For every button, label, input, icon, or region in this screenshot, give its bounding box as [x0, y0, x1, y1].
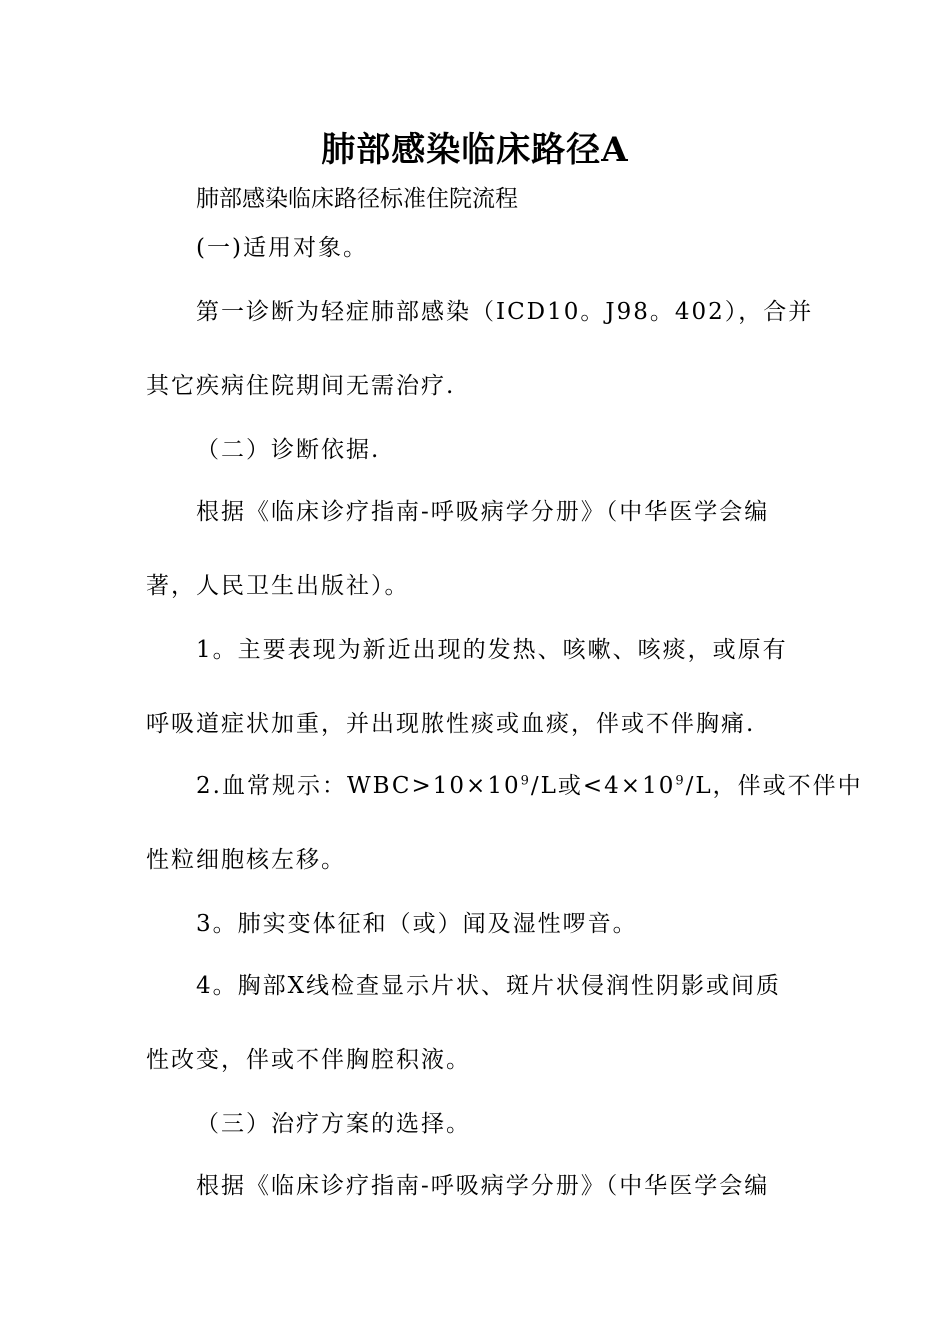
list-item-2-line: 性粒细胞核左移。	[146, 847, 346, 873]
paragraph-line: 著，人民卫生出版社）。	[146, 573, 410, 599]
list-item-1-line: 呼吸道症状加重，并出现脓性痰或血痰，伴或不伴胸痛.	[146, 711, 756, 737]
paragraph-line: 其它疾病住院期间无需治疗.	[146, 373, 456, 399]
list-item-1-line: 1。主要表现为新近出现的发热、咳嗽、咳痰，或原有	[196, 637, 788, 663]
list-item-2-line	[196, 768, 863, 804]
item2-text-a: 2.血常规示：WBC>10×10	[196, 773, 521, 799]
paragraph-line: 根据《临床诊疗指南-呼吸病学分册》（中华医学会编	[196, 499, 770, 525]
list-item-3: 3。肺实变体征和（或）闻及湿性啰音。	[196, 911, 638, 937]
superscript: 9	[520, 773, 531, 789]
document-subtitle: 肺部感染临床路径标准住院流程	[196, 186, 518, 212]
paragraph-line: 第一诊断为轻症肺部感染（ICD10。J98。402），合并	[196, 299, 814, 325]
section-heading-2: （二）诊断依据.	[196, 437, 381, 463]
item2-text-c: /L，伴或不伴中	[685, 773, 863, 799]
paragraph-line: 根据《临床诊疗指南-呼吸病学分册》（中华医学会编	[196, 1173, 770, 1199]
superscript: 9	[675, 773, 686, 789]
section-heading-3: （三）治疗方案的选择。	[196, 1111, 471, 1137]
item2-text-b: /L或<4×10	[530, 773, 676, 799]
section-heading-1: (一)适用对象。	[196, 235, 368, 261]
list-item-4-line: 性改变，伴或不伴胸腔积液。	[146, 1047, 471, 1073]
list-item-4-line: 4。胸部X线检查显示片状、斑片状侵润性阴影或间质	[196, 973, 782, 999]
document-title: 肺部感染临床路径A	[321, 130, 629, 170]
